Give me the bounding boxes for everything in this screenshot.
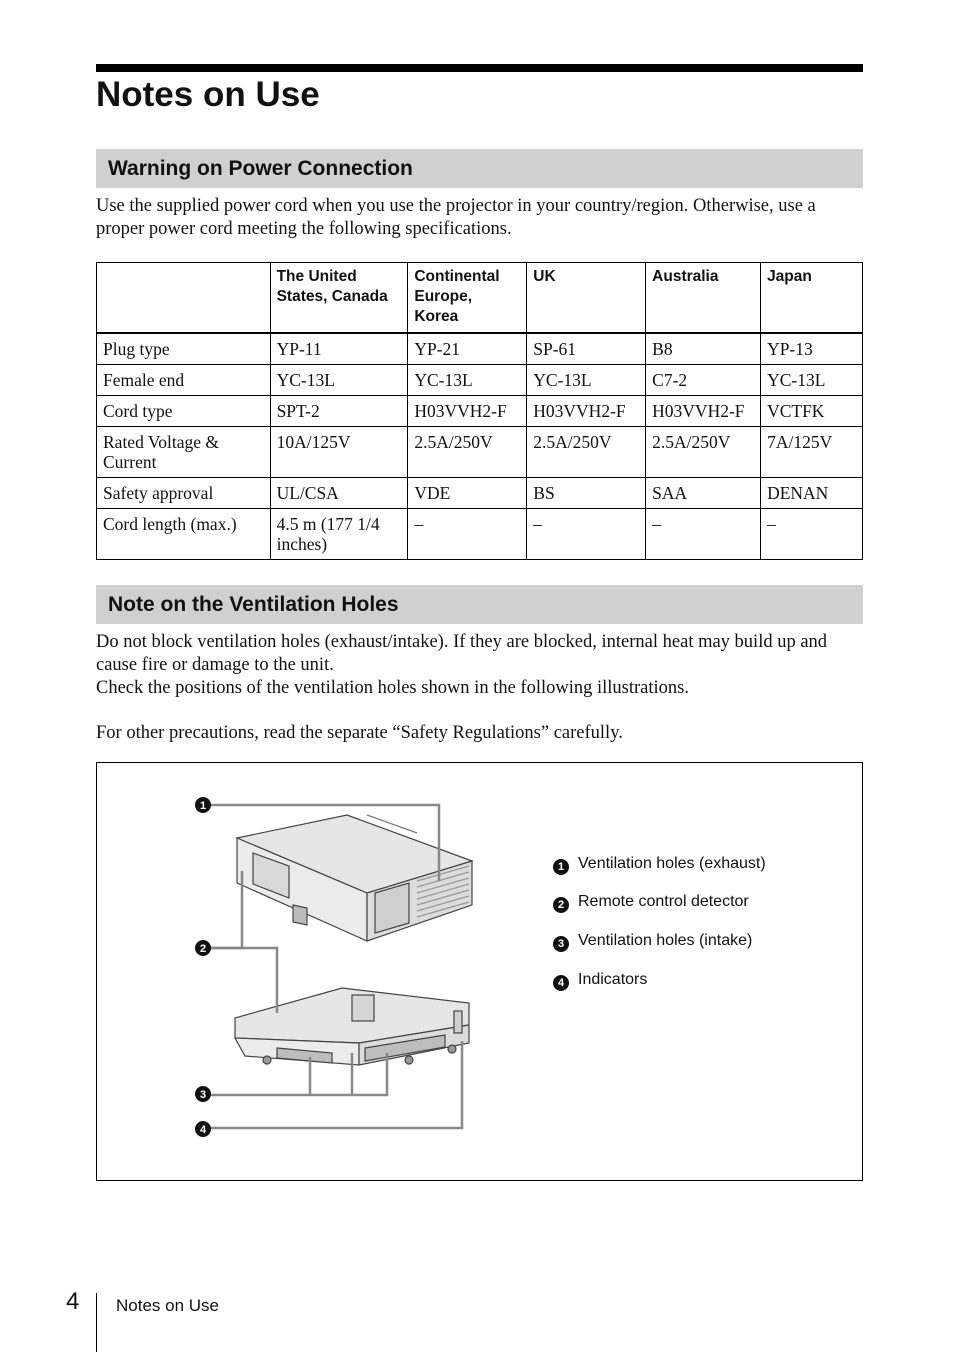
table-cell: –: [527, 509, 646, 560]
table-cell: Rated Voltage & Current: [97, 427, 271, 478]
table-header-cell: [97, 263, 271, 334]
table-cell: YP-13: [761, 333, 863, 365]
page-title: Notes on Use: [96, 75, 320, 114]
table-cell: H03VVH2-F: [408, 396, 527, 427]
table-header-cell: The United States, Canada: [270, 263, 408, 334]
table-cell: SPT-2: [270, 396, 408, 427]
table-row: [97, 396, 863, 427]
table-cell: VDE: [408, 478, 527, 509]
table-header-cell: Japan: [761, 263, 863, 334]
precautions-text: For other precautions, read the separate “Safety Regulations” carefully.: [96, 723, 623, 743]
legend-label: Remote control detector: [578, 893, 749, 910]
table-cell: 4.5 m (177 1/4 inches): [270, 509, 408, 560]
table-cell: YC-13L: [527, 365, 646, 396]
ventilation-figure: [96, 762, 863, 1181]
callout-2: [195, 940, 211, 956]
footer-rule: [96, 1293, 97, 1352]
table-cell: 2.5A/250V: [527, 427, 646, 478]
power-cord-spec-table: [96, 262, 863, 560]
legend-number: 2: [553, 897, 569, 913]
table-cell: H03VVH2-F: [527, 396, 646, 427]
section-heading-ventilation: Note on the Ventilation Holes: [96, 585, 863, 624]
table-cell: YP-11: [270, 333, 408, 365]
projector-top-view: [237, 815, 472, 941]
table-cell: Plug type: [97, 333, 271, 365]
table-row: [97, 333, 863, 365]
legend-number: 3: [553, 936, 569, 952]
projector-illustration: [97, 763, 862, 1180]
table-row: [97, 365, 863, 396]
table-row: [97, 509, 863, 560]
table-cell: YC-13L: [761, 365, 863, 396]
table-cell: 2.5A/250V: [408, 427, 527, 478]
table-cell: YC-13L: [270, 365, 408, 396]
table-cell: 2.5A/250V: [646, 427, 761, 478]
legend-label: Indicators: [578, 971, 648, 988]
legend-item-exhaust: [553, 854, 766, 875]
table-cell: –: [646, 509, 761, 560]
legend-item-remote-detector: [553, 892, 749, 913]
table-cell: Safety approval: [97, 478, 271, 509]
callout-4: [195, 1121, 211, 1137]
table-cell: Female end: [97, 365, 271, 396]
table-cell: SAA: [646, 478, 761, 509]
power-intro-text: Use the supplied power cord when you use the projector in your country/region. Otherwise, use a proper power cord meeting the following specifications.: [96, 196, 816, 239]
table-header-cell: Australia: [646, 263, 761, 334]
table-row: [97, 478, 863, 509]
table-header-row: [97, 263, 863, 334]
svg-text:2: 2: [199, 943, 207, 955]
table-row: [97, 427, 863, 478]
table-cell: BS: [527, 478, 646, 509]
table-cell: 7A/125V: [761, 427, 863, 478]
footer-section-label: Notes on Use: [116, 1296, 219, 1315]
section-heading-power: Warning on Power Connection: [96, 149, 863, 188]
callout-1: [195, 797, 211, 813]
table-cell: YC-13L: [408, 365, 527, 396]
table-cell: YP-21: [408, 333, 527, 365]
callout-3: [195, 1086, 211, 1102]
table-cell: SP-61: [527, 333, 646, 365]
table-cell: 10A/125V: [270, 427, 408, 478]
table-cell: B8: [646, 333, 761, 365]
ventilation-check-text: Check the positions of the ventilation holes shown in the following illustrations.: [96, 678, 689, 698]
table-cell: Cord length (max.): [97, 509, 271, 560]
page-number: 4: [66, 1288, 80, 1315]
legend-number: 4: [553, 975, 569, 991]
svg-text:1: 1: [199, 800, 207, 812]
legend-item-intake: [553, 931, 752, 952]
table-cell: UL/CSA: [270, 478, 408, 509]
title-rule: [96, 64, 863, 72]
table-header-cell: Continental Europe, Korea: [408, 263, 527, 334]
table-cell: –: [408, 509, 527, 560]
svg-text:3: 3: [199, 1089, 207, 1101]
table-cell: VCTFK: [761, 396, 863, 427]
legend-item-indicators: [553, 970, 647, 991]
legend-number: 1: [553, 859, 569, 875]
table-cell: C7-2: [646, 365, 761, 396]
table-header-cell: UK: [527, 263, 646, 334]
table-cell: Cord type: [97, 396, 271, 427]
ventilation-warning-text: Do not block ventilation holes (exhaust/intake). If they are blocked, internal heat may build up and cause fire or damage to the unit.: [96, 632, 828, 675]
table-cell: –: [761, 509, 863, 560]
table-cell: H03VVH2-F: [646, 396, 761, 427]
svg-text:4: 4: [199, 1124, 207, 1136]
legend-label: Ventilation holes (intake): [578, 932, 753, 949]
legend-label: Ventilation holes (exhaust): [578, 855, 766, 872]
table-cell: DENAN: [761, 478, 863, 509]
